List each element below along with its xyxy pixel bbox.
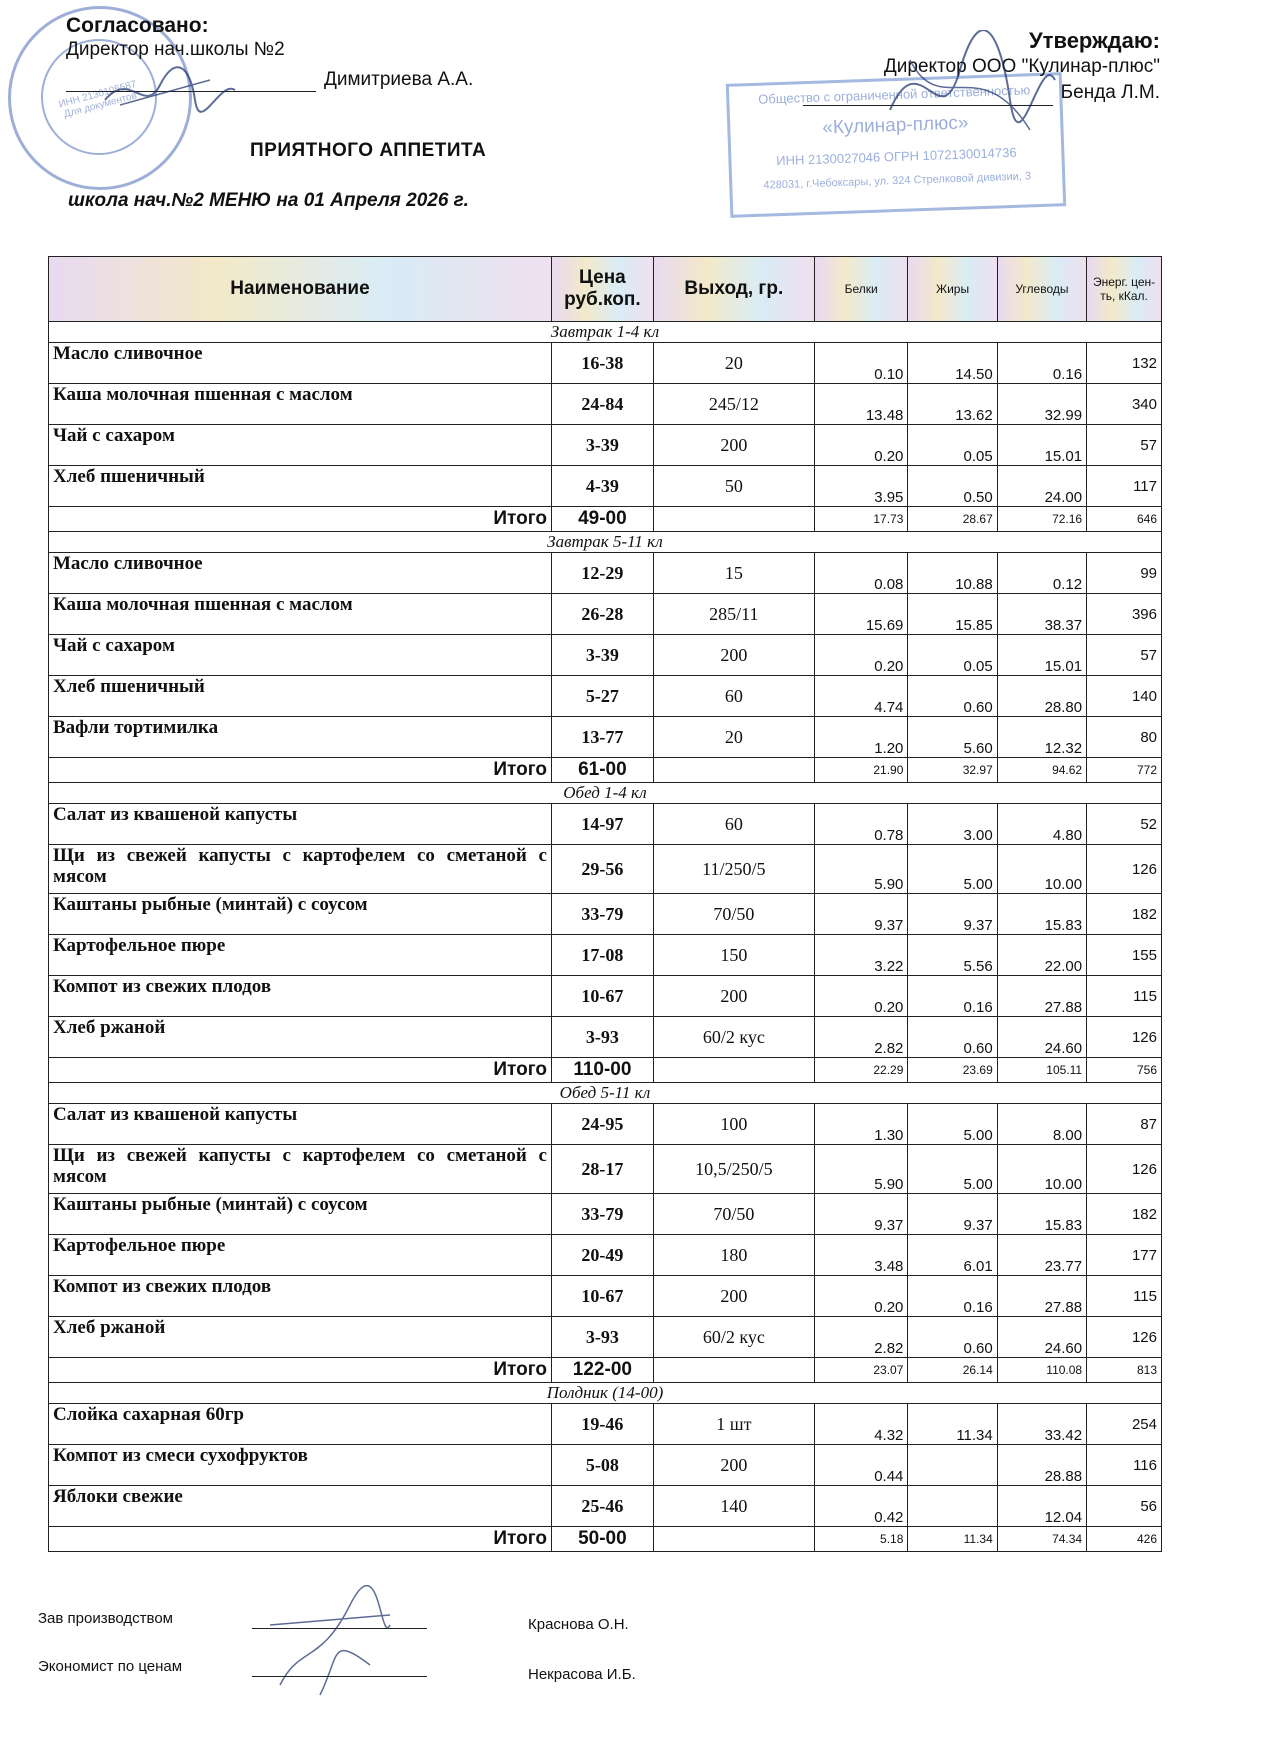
col-price-header: Цена руб.коп.: [551, 257, 653, 322]
dish-price: 16-38: [551, 343, 653, 384]
round-seal-text: ИНН 2130105587 Для документов: [57, 79, 139, 121]
col-fat-header: Жиры: [908, 257, 997, 322]
dish-carbs: 23.77: [997, 1235, 1086, 1276]
dish-yield: 60: [653, 676, 814, 717]
dish-fat: 11.34: [908, 1404, 997, 1445]
total-carbs: 110.08: [997, 1358, 1086, 1383]
dish-name: Яблоки свежие: [49, 1486, 552, 1527]
total-label: Итого: [49, 758, 552, 783]
dish-name: Вафли тортимилка: [49, 717, 552, 758]
dish-fat: 9.37: [908, 894, 997, 935]
total-carbs: 74.34: [997, 1527, 1086, 1552]
table-row: [49, 804, 1162, 845]
economist-label: Экономист по ценам: [38, 1658, 183, 1675]
agreed-signature: [100, 60, 240, 120]
dish-yield: 200: [653, 1276, 814, 1317]
dish-price: 13-77: [551, 717, 653, 758]
table-row: [49, 635, 1162, 676]
rect-stamp-line3: ИНН 2130027046 ОГРН 1072130014736: [775, 144, 1017, 169]
dish-name: Салат из квашеной капусты: [49, 1104, 552, 1145]
total-carbs: 72.16: [997, 507, 1086, 532]
dish-name: Хлеб пшеничный: [49, 466, 552, 507]
dish-carbs: 10.00: [997, 845, 1086, 894]
dish-protein: 15.69: [814, 594, 908, 635]
dish-yield: 200: [653, 425, 814, 466]
economist-name: Некрасова И.Б.: [528, 1666, 636, 1683]
total-energy: 646: [1087, 507, 1162, 532]
dish-price: 28-17: [551, 1145, 653, 1194]
total-carbs: 105.11: [997, 1058, 1086, 1083]
dish-fat: 5.00: [908, 1104, 997, 1145]
total-fat: 23.69: [908, 1058, 997, 1083]
dish-protein: 9.37: [814, 1194, 908, 1235]
dish-price: 3-39: [551, 425, 653, 466]
dish-carbs: 4.80: [997, 804, 1086, 845]
dish-protein: 0.44: [814, 1445, 908, 1486]
section-row: [49, 1083, 1162, 1104]
dish-protein: 13.48: [814, 384, 908, 425]
total-row: [49, 1358, 1162, 1383]
total-price: 50-00: [551, 1527, 653, 1552]
dish-carbs: 10.00: [997, 1145, 1086, 1194]
rect-stamp-line1: Общество с ограниченной ответственностью: [757, 82, 1031, 107]
dish-carbs: 12.32: [997, 717, 1086, 758]
dish-energy: 396: [1087, 594, 1162, 635]
dish-energy: 177: [1087, 1235, 1162, 1276]
dish-yield: 150: [653, 935, 814, 976]
dish-carbs: 15.01: [997, 425, 1086, 466]
dish-carbs: 32.99: [997, 384, 1086, 425]
dish-price: 29-56: [551, 845, 653, 894]
dish-protein: 2.82: [814, 1317, 908, 1358]
dish-name: Щи из свежей капусты с картофелем со сметаной с мясом: [49, 845, 552, 894]
dish-yield: 50: [653, 466, 814, 507]
agreed-position: Директор нач.школы №2: [66, 39, 285, 60]
dish-fat: 0.60: [908, 676, 997, 717]
total-price: 110-00: [551, 1058, 653, 1083]
menu-title: школа нач.№2 МЕНЮ на 01 Апреля 2026 г.: [68, 190, 469, 211]
dish-fat: 5.60: [908, 717, 997, 758]
dish-energy: 57: [1087, 635, 1162, 676]
dish-fat: 3.00: [908, 804, 997, 845]
dish-yield: 15: [653, 553, 814, 594]
dish-fat: 5.56: [908, 935, 997, 976]
dish-protein: 0.20: [814, 425, 908, 466]
dish-carbs: 12.04: [997, 1486, 1086, 1527]
menu-table: [48, 256, 1162, 1552]
dish-name: Хлеб ржаной: [49, 1317, 552, 1358]
dish-yield: 60: [653, 804, 814, 845]
dish-carbs: 24.60: [997, 1017, 1086, 1058]
dish-price: 10-67: [551, 1276, 653, 1317]
dish-fat: 0.16: [908, 1276, 997, 1317]
table-row: [49, 343, 1162, 384]
total-price: 122-00: [551, 1358, 653, 1383]
dish-fat: 15.85: [908, 594, 997, 635]
dish-price: 33-79: [551, 894, 653, 935]
dish-price: 5-08: [551, 1445, 653, 1486]
dish-fat: [908, 1486, 997, 1527]
dish-protein: 0.20: [814, 635, 908, 676]
dish-fat: 6.01: [908, 1235, 997, 1276]
dish-yield: 180: [653, 1235, 814, 1276]
col-energy-header: Энерг. цен-ть, кКал.: [1087, 257, 1162, 322]
section-row: [49, 1383, 1162, 1404]
dish-name: Компот из смеси сухофруктов: [49, 1445, 552, 1486]
dish-price: 17-08: [551, 935, 653, 976]
total-protein: 5.18: [814, 1527, 908, 1552]
table-row: [49, 1404, 1162, 1445]
table-row: [49, 1194, 1162, 1235]
rect-stamp-line4: 428031, г.Чебоксары, ул. 324 Стрелковой дивизии, 3: [763, 170, 1032, 192]
dish-price: 20-49: [551, 1235, 653, 1276]
dish-energy: 57: [1087, 425, 1162, 466]
dish-energy: 116: [1087, 1445, 1162, 1486]
table-row: [49, 1276, 1162, 1317]
dish-fat: 0.05: [908, 635, 997, 676]
dish-yield: 285/11: [653, 594, 814, 635]
total-energy: 772: [1087, 758, 1162, 783]
dish-name: Компот из свежих плодов: [49, 976, 552, 1017]
dish-protein: 5.90: [814, 845, 908, 894]
dish-fat: 5.00: [908, 1145, 997, 1194]
production-name: Краснова О.Н.: [528, 1616, 629, 1633]
dish-price: 24-95: [551, 1104, 653, 1145]
dish-carbs: 0.16: [997, 343, 1086, 384]
total-yield-empty: [653, 1058, 814, 1083]
total-protein: 17.73: [814, 507, 908, 532]
approve-signature: [880, 30, 1060, 150]
total-row: [49, 507, 1162, 532]
dish-protein: 0.20: [814, 976, 908, 1017]
table-row: [49, 425, 1162, 466]
dish-energy: 115: [1087, 976, 1162, 1017]
section-title: Завтрак 1-4 кл: [49, 322, 1162, 343]
dish-carbs: 28.88: [997, 1445, 1086, 1486]
table-row: [49, 976, 1162, 1017]
total-label: Итого: [49, 1527, 552, 1552]
table-row: [49, 1235, 1162, 1276]
dish-name: Масло сливочное: [49, 343, 552, 384]
dish-energy: 126: [1087, 1145, 1162, 1194]
agreed-title: Согласовано:: [66, 14, 209, 37]
dish-yield: 245/12: [653, 384, 814, 425]
total-fat: 11.34: [908, 1527, 997, 1552]
footer-signature: [260, 1585, 400, 1705]
dish-protein: 4.32: [814, 1404, 908, 1445]
production-label: Зав производством: [38, 1610, 173, 1627]
dish-carbs: 15.83: [997, 1194, 1086, 1235]
dish-name: Хлеб пшеничный: [49, 676, 552, 717]
agreed-name: Димитриева А.А.: [324, 69, 474, 90]
dish-protein: 0.42: [814, 1486, 908, 1527]
total-yield-empty: [653, 1527, 814, 1552]
dish-carbs: 24.00: [997, 466, 1086, 507]
dish-price: 12-29: [551, 553, 653, 594]
dish-energy: 126: [1087, 845, 1162, 894]
total-row: [49, 758, 1162, 783]
dish-yield: 11/250/5: [653, 845, 814, 894]
dish-protein: 5.90: [814, 1145, 908, 1194]
section-title: Обед 5-11 кл: [49, 1083, 1162, 1104]
total-fat: 28.67: [908, 507, 997, 532]
dish-protein: 3.95: [814, 466, 908, 507]
dish-carbs: 33.42: [997, 1404, 1086, 1445]
dish-protein: 0.78: [814, 804, 908, 845]
table-row: [49, 935, 1162, 976]
dish-name: Компот из свежих плодов: [49, 1276, 552, 1317]
dish-fat: 0.50: [908, 466, 997, 507]
total-energy: 756: [1087, 1058, 1162, 1083]
dish-fat: 5.00: [908, 845, 997, 894]
dish-protein: 0.10: [814, 343, 908, 384]
dish-energy: 254: [1087, 1404, 1162, 1445]
dish-energy: 126: [1087, 1017, 1162, 1058]
dish-fat: 0.60: [908, 1017, 997, 1058]
dish-energy: 340: [1087, 384, 1162, 425]
dish-carbs: 27.88: [997, 1276, 1086, 1317]
dish-carbs: 8.00: [997, 1104, 1086, 1145]
table-row: [49, 894, 1162, 935]
total-yield-empty: [653, 1358, 814, 1383]
dish-protein: 9.37: [814, 894, 908, 935]
section-row: [49, 532, 1162, 553]
total-label: Итого: [49, 507, 552, 532]
dish-protein: 3.22: [814, 935, 908, 976]
dish-price: 5-27: [551, 676, 653, 717]
dish-energy: 56: [1087, 1486, 1162, 1527]
table-row: [49, 1145, 1162, 1194]
total-fat: 32.97: [908, 758, 997, 783]
dish-yield: 20: [653, 343, 814, 384]
table-row: [49, 1104, 1162, 1145]
dish-yield: 70/50: [653, 1194, 814, 1235]
dish-name: Хлеб ржаной: [49, 1017, 552, 1058]
dish-name: Слойка сахарная 60гр: [49, 1404, 552, 1445]
dish-price: 3-93: [551, 1017, 653, 1058]
total-protein: 22.29: [814, 1058, 908, 1083]
approve-name: Бенда Л.М.: [1060, 82, 1160, 103]
dish-carbs: 0.12: [997, 553, 1086, 594]
dish-yield: 200: [653, 1445, 814, 1486]
dish-fat: 0.05: [908, 425, 997, 466]
dish-protein: 2.82: [814, 1017, 908, 1058]
dish-yield: 70/50: [653, 894, 814, 935]
dish-price: 4-39: [551, 466, 653, 507]
total-protein: 21.90: [814, 758, 908, 783]
dish-price: 25-46: [551, 1486, 653, 1527]
total-fat: 26.14: [908, 1358, 997, 1383]
dish-name: Каша молочная пшенная с маслом: [49, 384, 552, 425]
dish-price: 10-67: [551, 976, 653, 1017]
dish-yield: 20: [653, 717, 814, 758]
table-row: [49, 1486, 1162, 1527]
table-header-row: [49, 257, 1162, 322]
table-row: [49, 594, 1162, 635]
dish-price: 26-28: [551, 594, 653, 635]
section-title: Обед 1-4 кл: [49, 783, 1162, 804]
dish-fat: 0.16: [908, 976, 997, 1017]
economist-signature-line: [252, 1676, 427, 1677]
dish-carbs: 15.83: [997, 894, 1086, 935]
dish-energy: 52: [1087, 804, 1162, 845]
dish-energy: 182: [1087, 1194, 1162, 1235]
total-price: 49-00: [551, 507, 653, 532]
dish-yield: 200: [653, 976, 814, 1017]
col-name-header: Наименование: [49, 257, 552, 322]
dish-protein: 4.74: [814, 676, 908, 717]
dish-fat: [908, 1445, 997, 1486]
dish-price: 24-84: [551, 384, 653, 425]
dish-carbs: 15.01: [997, 635, 1086, 676]
rect-stamp-line2: «Кулинар-плюс»: [821, 112, 969, 139]
dish-carbs: 22.00: [997, 935, 1086, 976]
dish-protein: 0.20: [814, 1276, 908, 1317]
menu-table-body: [49, 322, 1162, 1552]
dish-yield: 200: [653, 635, 814, 676]
total-yield-empty: [653, 758, 814, 783]
total-label: Итого: [49, 1358, 552, 1383]
dish-price: 33-79: [551, 1194, 653, 1235]
dish-energy: 117: [1087, 466, 1162, 507]
table-row: [49, 466, 1162, 507]
dish-energy: 155: [1087, 935, 1162, 976]
dish-energy: 140: [1087, 676, 1162, 717]
approve-title: Утверждаю:: [1029, 28, 1160, 53]
dish-yield: 1 шт: [653, 1404, 814, 1445]
dish-protein: 1.30: [814, 1104, 908, 1145]
table-row: [49, 717, 1162, 758]
total-label: Итого: [49, 1058, 552, 1083]
dish-fat: 9.37: [908, 1194, 997, 1235]
dish-carbs: 27.88: [997, 976, 1086, 1017]
table-row: [49, 1017, 1162, 1058]
total-energy: 813: [1087, 1358, 1162, 1383]
dish-energy: 99: [1087, 553, 1162, 594]
dish-yield: 60/2 кус: [653, 1017, 814, 1058]
dish-name: Чай с сахаром: [49, 635, 552, 676]
dish-name: Картофельное пюре: [49, 935, 552, 976]
section-title: Завтрак 5-11 кл: [49, 532, 1162, 553]
dish-price: 3-93: [551, 1317, 653, 1358]
dish-energy: 126: [1087, 1317, 1162, 1358]
section-title: Полдник (14-00): [49, 1383, 1162, 1404]
dish-yield: 60/2 кус: [653, 1317, 814, 1358]
dish-energy: 87: [1087, 1104, 1162, 1145]
dish-yield: 140: [653, 1486, 814, 1527]
total-price: 61-00: [551, 758, 653, 783]
total-energy: 426: [1087, 1527, 1162, 1552]
dish-price: 3-39: [551, 635, 653, 676]
dish-energy: 182: [1087, 894, 1162, 935]
table-row: [49, 1445, 1162, 1486]
table-row: [49, 845, 1162, 894]
dish-fat: 13.62: [908, 384, 997, 425]
dish-name: Каштаны рыбные (минтай) с соусом: [49, 1194, 552, 1235]
dish-carbs: 24.60: [997, 1317, 1086, 1358]
dish-yield: 10,5/250/5: [653, 1145, 814, 1194]
dish-name: Салат из квашеной капусты: [49, 804, 552, 845]
dish-protein: 1.20: [814, 717, 908, 758]
total-protein: 23.07: [814, 1358, 908, 1383]
dish-carbs: 38.37: [997, 594, 1086, 635]
total-row: [49, 1058, 1162, 1083]
dish-protein: 0.08: [814, 553, 908, 594]
dish-name: Щи из свежей капусты с картофелем со сметаной с мясом: [49, 1145, 552, 1194]
total-carbs: 94.62: [997, 758, 1086, 783]
table-row: [49, 384, 1162, 425]
dish-name: Каштаны рыбные (минтай) с соусом: [49, 894, 552, 935]
table-row: [49, 1317, 1162, 1358]
total-row: [49, 1527, 1162, 1552]
dish-carbs: 28.80: [997, 676, 1086, 717]
dish-name: Картофельное пюре: [49, 1235, 552, 1276]
dish-fat: 10.88: [908, 553, 997, 594]
section-row: [49, 322, 1162, 343]
col-yield-header: Выход, гр.: [653, 257, 814, 322]
col-protein-header: Белки: [814, 257, 908, 322]
dish-name: Чай с сахаром: [49, 425, 552, 466]
total-yield-empty: [653, 507, 814, 532]
slogan: ПРИЯТНОГО АППЕТИТА: [250, 140, 487, 161]
table-row: [49, 553, 1162, 594]
section-row: [49, 783, 1162, 804]
dish-price: 14-97: [551, 804, 653, 845]
dish-protein: 3.48: [814, 1235, 908, 1276]
dish-name: Масло сливочное: [49, 553, 552, 594]
dish-energy: 80: [1087, 717, 1162, 758]
dish-yield: 100: [653, 1104, 814, 1145]
table-row: [49, 676, 1162, 717]
col-carbs-header: Углеводы: [997, 257, 1086, 322]
dish-fat: 0.60: [908, 1317, 997, 1358]
dish-price: 19-46: [551, 1404, 653, 1445]
dish-fat: 14.50: [908, 343, 997, 384]
dish-name: Каша молочная пшенная с маслом: [49, 594, 552, 635]
dish-energy: 115: [1087, 1276, 1162, 1317]
dish-energy: 132: [1087, 343, 1162, 384]
approve-position: Директор ООО "Кулинар-плюс": [883, 56, 1160, 77]
